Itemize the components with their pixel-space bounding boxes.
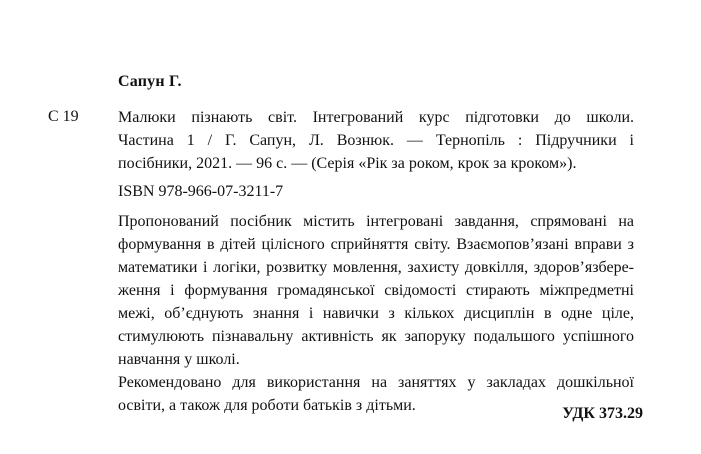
annotation-line-7: навчання у школі.: [118, 351, 240, 368]
annotation-line-3: математики і логіки, розвитку мовлення, захисту довкілля, здоров’язбере-: [118, 259, 634, 276]
catalog-code: С 19: [48, 108, 79, 125]
isbn: ISBN 978-966-07-3211-7: [118, 183, 284, 200]
bibliographic-line-1: Малюки пізнають світ. Інтегрований курс підготовки до школи.: [118, 109, 634, 126]
recommendation-line-1: Рекомендовано для використання на заняттях у закладах дошкільної: [118, 374, 634, 391]
recommendation-line-2: освіти, а також для роботи батьків з дітьми.: [118, 397, 416, 414]
bibliographic-line-2: Частина 1 / Г. Сапун, Л. Вознюк. — Тернопіль : Підручники і: [118, 132, 634, 149]
annotation-line-5: межі, об’єднують знання і навички з кількох дисциплін в одне ціле,: [118, 305, 634, 322]
udk-code: УДК 373.29: [562, 405, 643, 422]
annotation-line-6: стимулюють пізнавальну активність як запоруку подальшого успішного: [118, 328, 634, 345]
annotation-line-2: формування в дітей цілісного сприйняття світу. Взаємопов’язані вправи з: [118, 236, 634, 253]
annotation-line-4: ження і формування громадянської свідомості стирають міжпредметні: [118, 282, 634, 299]
author-heading: Сапун Г.: [118, 73, 182, 90]
annotation-line-1: Пропонований посібник містить інтегровані завдання, спрямовані на: [118, 213, 634, 230]
bibliographic-line-3: посібники, 2021. — 96 с. — (Серія «Рік за роком, крок за кроком»).: [118, 155, 577, 172]
